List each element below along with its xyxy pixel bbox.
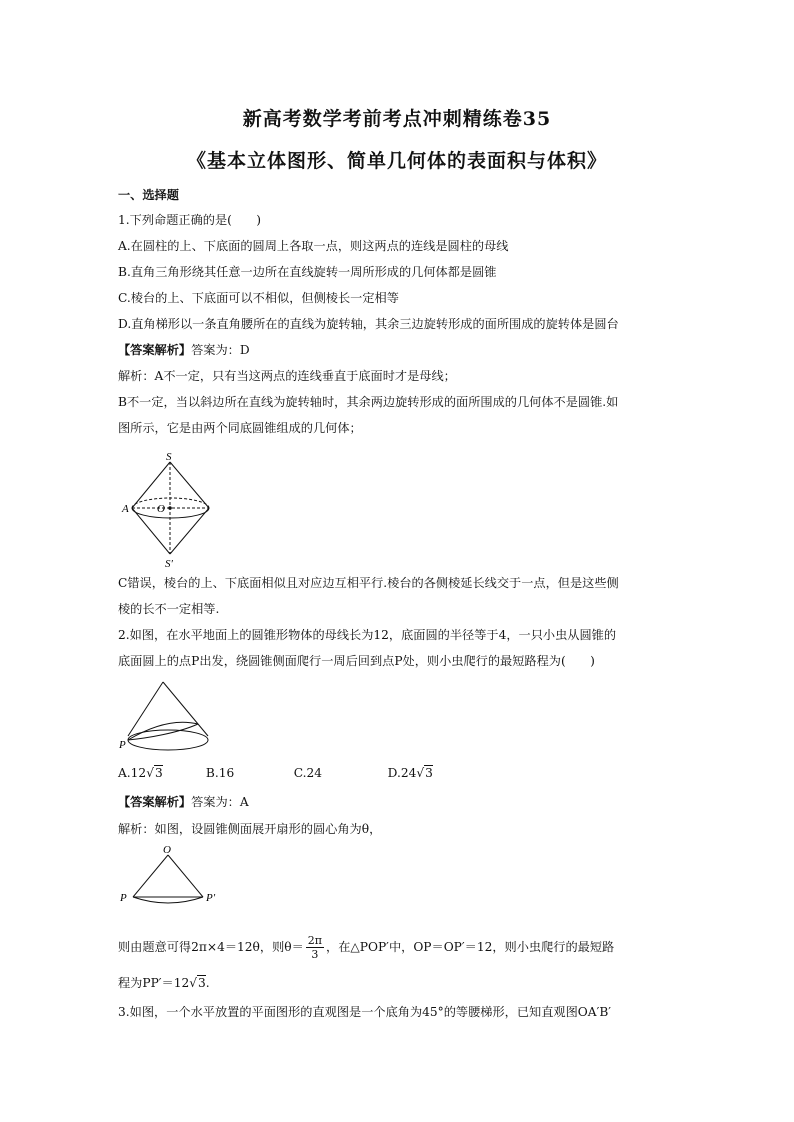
q1-option-a: A.在圆柱的上、下底面的圆周上各取一点，则这两点的连线是圆柱的母线 (118, 239, 509, 253)
cone-edge (170, 462, 209, 508)
double-cone-figure (118, 450, 228, 568)
answer-tag: 【答案解析】 (118, 795, 192, 809)
q1-option-d: D.直角梯形以一条直角腰所在的直线为旋转轴，其余三边旋转形成的面所围成的旋转体是圆台 (118, 317, 619, 331)
cone-edge (170, 508, 209, 554)
q2-stem-2: 底面圆上的点P出发，绕圆锥侧面爬行一周后回到点P处，则小虫爬行的最短路程为( ) (118, 654, 595, 668)
doc-title: 新高考数学考前考点冲刺精练卷35 (242, 108, 552, 130)
q1-option-b: B.直角三角形绕其任意一边所在直线旋转一周所形成的几何体都是圆锥 (118, 265, 497, 279)
q1-answer-line (118, 341, 250, 358)
q2-explanation-1: 解析：如图，设圆锥侧面展开扇形的圆心角为θ， (118, 822, 382, 836)
answer-text: 答案为：A (191, 795, 249, 809)
q1-stem: 1.下列命题正确的是( ) (118, 213, 262, 227)
q1-explanation-3: 图所示，它是由两个同底圆锥组成的几何体； (118, 421, 362, 435)
q2-explanation-2: 则由题意可得2π×4＝12θ，则θ＝ $\frac{2\pi}{3}$ ，在△POP′中，OP＝OP′＝12，则小虫爬行的最短路 (118, 934, 615, 961)
q3-stem: 3.如图，一个水平放置的平面图形的直观图是一个底角为45°的等腰梯形，已知直观图OA′B′ (118, 1005, 612, 1019)
cone-figure (118, 678, 218, 758)
q1-explanation-5: 棱的长不一定相等. (118, 602, 220, 616)
q1-explanation-2: B不一定，当以斜边所在直线为旋转轴时，其余两边旋转形成的面所围成的几何体不是圆锥.如 (118, 395, 619, 409)
label-s-prime: S′ (165, 558, 173, 568)
sector-figure (118, 843, 228, 913)
q2-options (118, 765, 433, 780)
q1-explanation-1: 解析：A不一定，只有当这两点的连线垂直于底面时才是母线； (118, 369, 456, 383)
q2-option-a: A.12√3 (118, 766, 163, 780)
q1-explanation-4: C错误，棱台的上、下底面相似且对应边互相平行.棱台的各侧棱延长线交于一点，但是这些侧 (118, 576, 619, 590)
q1-option-c: C.棱台的上、下底面可以不相似，但侧棱长一定相等 (118, 291, 399, 305)
q2-explanation-3: 程为PP′＝12√3. (118, 976, 210, 990)
label-o: O (163, 844, 171, 856)
bug-path (128, 724, 198, 740)
label-o: O (157, 503, 165, 515)
sector-radius (168, 855, 203, 897)
q2-stem-1: 2.如图，在水平地面上的圆锥形物体的母线长为12，底面圆的半径等于4，一只小虫从圆锥的 (118, 628, 617, 642)
q2-option-d: D.24√3 (387, 766, 433, 780)
label-s: S (166, 451, 172, 463)
q2-option-b: B.16 (205, 766, 235, 780)
doc-subtitle: 《基本立体图形、简单几何体的表面积与体积》 (186, 150, 607, 172)
label-p: P (120, 892, 127, 904)
sector-radius (133, 855, 168, 897)
cone-edge (132, 462, 170, 508)
cone-edge (163, 682, 208, 736)
center-point (168, 506, 172, 510)
sector-arc (133, 897, 203, 903)
answer-tag: 【答案解析】 (118, 343, 192, 357)
cone-edge (128, 682, 163, 736)
answer-text: 答案为：D (191, 343, 250, 357)
label-p-prime: P′ (206, 892, 216, 904)
q2-option-c: C.24 (293, 766, 323, 780)
section-heading: 一、选择题 (118, 188, 179, 202)
q2-answer-line (118, 793, 249, 810)
label-p: P (119, 739, 126, 751)
label-a: A (122, 503, 129, 515)
fraction-2pi-over-3: $\frac{2\pi}{3}$ (307, 934, 323, 961)
